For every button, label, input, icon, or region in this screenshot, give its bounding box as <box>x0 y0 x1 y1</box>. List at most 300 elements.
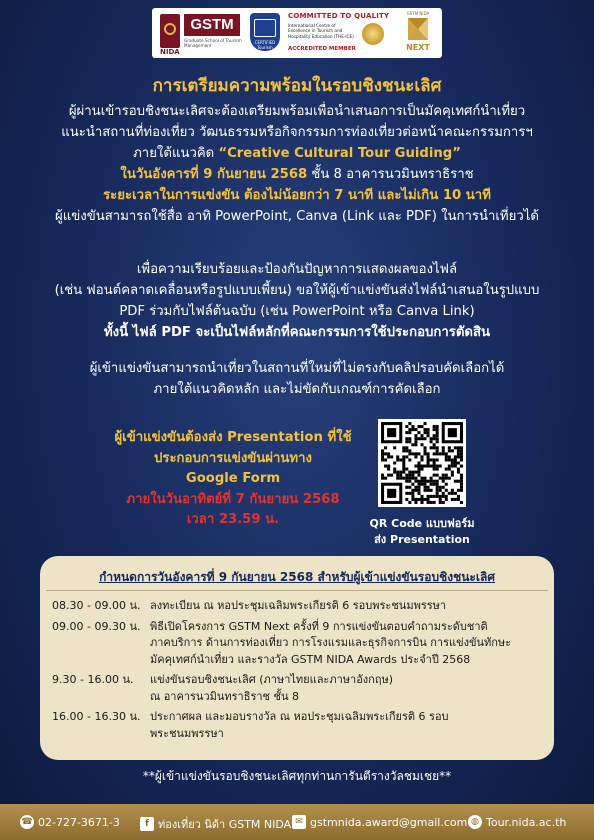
qr-module <box>436 474 439 477</box>
qr-module <box>436 452 439 455</box>
qr-module <box>445 468 448 471</box>
qr-module <box>433 452 436 455</box>
qr-module <box>433 458 436 461</box>
qr-module <box>411 474 414 477</box>
qr-module <box>420 437 423 440</box>
qr-module <box>448 428 457 437</box>
qr-caption-line-2: ส่ง Presentation <box>374 533 470 546</box>
qr-module <box>405 446 408 449</box>
qr-module <box>427 480 430 483</box>
intro-line-2: แนะนำสถานที่ท่องเที่ยว วัฒนธรรมหรือกิจกรรมการท่องเที่ยวต่อหน้าคณะกรรมการฯ <box>61 125 533 140</box>
qr-module <box>408 431 411 434</box>
qr-module <box>417 480 420 483</box>
qr-module <box>411 452 414 455</box>
qr-module <box>454 455 457 458</box>
concept-prefix: ภายใต้แนวคิด <box>133 146 215 161</box>
qr-module <box>457 471 460 474</box>
qr-module <box>405 425 408 428</box>
qr-module <box>460 465 463 468</box>
qr-module <box>445 495 448 498</box>
qr-module <box>393 446 396 449</box>
qr-module <box>424 480 427 483</box>
schedule-detail-line: แข่งขันรอบชิงชนะเลิศ (ภาษาไทยและภาษาอังกฤษ) <box>150 673 394 686</box>
qr-module <box>408 501 411 504</box>
qr-module <box>399 471 402 474</box>
qr-module <box>451 498 454 501</box>
qr-module <box>417 486 420 489</box>
globe-icon: ◍ <box>468 815 482 829</box>
schedule-row <box>40 619 554 669</box>
qr-module <box>451 449 454 452</box>
qr-module <box>399 477 402 480</box>
qr-module <box>417 468 420 471</box>
qr-module <box>414 455 417 458</box>
qr-module <box>384 446 387 449</box>
qr-module <box>460 455 463 458</box>
qr-module <box>414 477 417 480</box>
qr-module <box>460 449 463 452</box>
qr-module <box>439 465 442 468</box>
submission-line-2: ประกอบการแข่งขันผ่านทาง <box>154 450 312 466</box>
quality-body: International Centre of Excellence in Tourism and Hospitality Education (THE-ICE) <box>288 23 354 39</box>
qr-module <box>414 428 417 431</box>
qr-module <box>439 477 442 480</box>
qr-module <box>402 455 405 458</box>
schedule-time: 08.30 - 09.00 น. <box>52 599 141 612</box>
qr-module <box>424 486 427 489</box>
qr-module <box>448 468 451 471</box>
media-allowed: ผู้แข่งขันสามารถใช้สื่อ อาทิ PowerPoint, Canva (Link และ PDF) ในการนำเที่ยวได้ <box>55 209 539 224</box>
qr-module <box>424 446 427 449</box>
file-line-3: PDF ร่วมกับไฟล์ต้นฉบับ (เช่น PowerPoint หรือ Canva Link) <box>119 304 475 319</box>
qr-module <box>442 449 445 452</box>
qr-module <box>424 483 427 486</box>
qr-module <box>433 461 436 464</box>
qr-module <box>439 501 442 504</box>
gstm-wordmark: GSTM <box>184 14 240 36</box>
qr-module <box>436 489 439 492</box>
qr-module <box>414 471 417 474</box>
qr-module <box>436 468 439 471</box>
qr-module <box>457 455 460 458</box>
qr-module <box>424 428 427 431</box>
qr-module <box>402 461 405 464</box>
schedule-detail-line: มัคคุเทศก์นำเที่ยว และรางวัล GSTM NIDA Awards ประจำปี 2568 <box>150 652 471 666</box>
qr-module <box>424 437 427 440</box>
qr-module <box>396 471 399 474</box>
file-line-2: (เช่น ฟอนต์คลาดเคลื่อนหรือรูปแบบเพี้ยน) ขอให้ผู้เข้าแข่งขันส่งไฟล์นำเสนอในรูปแบบ <box>54 283 540 298</box>
schedule-panel <box>40 556 554 760</box>
qr-module <box>457 446 460 449</box>
qr-module <box>433 501 436 504</box>
qr-module <box>436 495 439 498</box>
qr-module <box>414 443 417 446</box>
qr-module <box>420 465 423 468</box>
qr-module <box>427 434 430 437</box>
qr-module <box>408 452 411 455</box>
qr-module <box>405 455 408 458</box>
qr-module <box>420 480 423 483</box>
the-ice-logo <box>288 12 392 54</box>
qr-module <box>402 446 405 449</box>
qr-module <box>417 474 420 477</box>
location-line-2: ภายใต้แนวคิดหลัก และไม่ขัดกับเกณฑ์การคัดเลือก <box>153 382 441 397</box>
qr-module <box>427 465 430 468</box>
footer-email[interactable] <box>292 815 467 829</box>
schedule-detail-line: พระชนมพรรษา <box>150 726 224 740</box>
qr-module <box>420 434 423 437</box>
qr-module <box>420 458 423 461</box>
qr-module <box>408 437 411 440</box>
qr-module <box>417 461 420 464</box>
qr-module <box>448 458 451 461</box>
qr-module <box>442 492 445 495</box>
qr-module <box>460 474 463 477</box>
qr-module <box>408 449 411 452</box>
qr-module <box>411 443 414 446</box>
final-round-intro <box>20 101 574 227</box>
schedule-detail-line: ลงทะเบียน ณ หอประชุมเฉลิมพระเกียรติ 6 รอบพระชนมพรรษา <box>150 599 447 612</box>
contact-footer <box>0 804 594 840</box>
qr-module <box>448 492 451 495</box>
qr-module <box>451 458 454 461</box>
qr-module <box>433 434 436 437</box>
qr-module <box>411 483 414 486</box>
qr-module <box>381 474 384 477</box>
qr-module <box>436 431 439 434</box>
qr-module <box>381 458 384 461</box>
qr-module <box>411 477 414 480</box>
qr-module <box>424 431 427 434</box>
schedule-detail <box>150 598 544 615</box>
phone-icon: ☎ <box>21 817 33 827</box>
mail-icon: ✉ <box>292 815 306 829</box>
gstm-next-logo <box>398 11 438 55</box>
qr-module <box>387 489 396 498</box>
qr-module <box>420 443 423 446</box>
qr-module <box>417 437 420 440</box>
qr-module <box>436 440 439 443</box>
qr-module <box>417 483 420 486</box>
qr-module <box>427 428 430 431</box>
qr-module <box>411 495 414 498</box>
next-mark-icon <box>408 18 428 40</box>
qr-module <box>445 455 448 458</box>
qr-module <box>405 440 408 443</box>
qr-module <box>420 483 423 486</box>
qr-module <box>457 498 460 501</box>
qr-module <box>436 483 439 486</box>
qr-module <box>427 431 430 434</box>
qr-module <box>414 465 417 468</box>
qr-module <box>427 501 430 504</box>
qr-module <box>393 461 396 464</box>
qr-module <box>414 437 417 440</box>
qr-module <box>424 477 427 480</box>
qr-module <box>445 483 448 486</box>
qr-module <box>405 477 408 480</box>
qr-module <box>433 425 436 428</box>
qr-module <box>420 477 423 480</box>
qr-module <box>414 498 417 501</box>
submission-deadline-date: ภายในวันอาทิตย์ที่ 7 กันยายน 2568 <box>126 491 340 507</box>
qr-module <box>402 458 405 461</box>
quality-heading: COMMITTED TO QUALITY <box>288 12 390 20</box>
qr-module <box>387 455 390 458</box>
qr-module <box>436 437 439 440</box>
qr-module <box>417 452 420 455</box>
qr-module <box>454 498 457 501</box>
qr-module <box>408 471 411 474</box>
qr-module <box>454 492 457 495</box>
qr-module <box>448 477 451 480</box>
qr-module <box>454 461 457 464</box>
footer-phone-text: 02-727-3671-3 <box>38 815 120 829</box>
qr-module <box>417 492 420 495</box>
schedule-detail-line: พิธีเปิดโครงการ GSTM Next ครั้งที่ 9 การแข่งขันตอบคำถามระดับชาติ <box>150 619 488 633</box>
qr-module <box>399 474 402 477</box>
qr-module <box>433 428 436 431</box>
qr-module <box>430 483 433 486</box>
qr-module <box>430 437 433 440</box>
qr-module <box>387 452 390 455</box>
qr-module <box>460 489 463 492</box>
qr-module <box>381 452 384 455</box>
qr-module <box>420 455 423 458</box>
qr-module <box>439 498 442 501</box>
schedule-row <box>40 709 554 742</box>
qr-module <box>448 446 451 449</box>
partner-logo-bar <box>152 8 442 58</box>
qr-module <box>381 449 384 452</box>
qr-module <box>384 465 387 468</box>
google-form-label: Google Form <box>185 471 281 486</box>
qr-module <box>417 471 420 474</box>
qr-module <box>457 449 460 452</box>
qr-module <box>387 428 396 437</box>
qr-module <box>396 474 399 477</box>
qr-module <box>445 477 448 480</box>
schedule-row <box>40 672 554 705</box>
time-limit: ระยะเวลาในการแข่งขัน ต้องไม่น้อยกว่า 7 นาที และไม่เกิน 10 นาที <box>103 188 491 203</box>
qr-module <box>381 477 384 480</box>
qr-module <box>414 501 417 504</box>
qr-module <box>390 474 393 477</box>
schedule-detail <box>150 672 544 705</box>
qr-caption <box>340 516 504 548</box>
qr-module <box>393 468 396 471</box>
qr-module <box>436 434 439 437</box>
qr-module <box>405 474 408 477</box>
qr-module <box>436 492 439 495</box>
qr-module <box>405 480 408 483</box>
qr-module <box>433 474 436 477</box>
qr-module <box>420 468 423 471</box>
qr-module <box>424 498 427 501</box>
qr-module <box>442 486 445 489</box>
honorable-mention-note: **ผู้เข้าแข่งขันรอบชิงชนะเลิศทุกท่านการันตีรางวัลชมเชย** <box>142 769 452 783</box>
qr-module <box>414 434 417 437</box>
footer-facebook[interactable] <box>140 815 291 833</box>
qr-module <box>460 501 463 504</box>
qr-module <box>442 474 445 477</box>
qr-module <box>408 477 411 480</box>
qr-module <box>402 465 405 468</box>
qr-module <box>445 452 448 455</box>
qr-module <box>408 440 411 443</box>
qr-module <box>457 452 460 455</box>
quality-footer: ACCREDITED MEMBER <box>288 46 356 52</box>
qr-module <box>390 455 393 458</box>
qr-module <box>436 428 439 431</box>
qr-module <box>460 480 463 483</box>
schedule-list <box>40 598 554 746</box>
qr-module <box>387 468 390 471</box>
qr-module <box>439 452 442 455</box>
qr-module <box>448 455 451 458</box>
file-format-notice <box>20 259 574 343</box>
qr-module <box>405 431 408 434</box>
qr-module <box>384 452 387 455</box>
certified-badge-logo <box>250 13 280 55</box>
concept-title: “Creative Cultural Tour Guiding” <box>218 146 461 161</box>
qr-module <box>445 489 448 492</box>
qr-module <box>420 425 423 428</box>
qr-module <box>433 480 436 483</box>
qr-module <box>457 480 460 483</box>
qr-module <box>402 471 405 474</box>
footer-web-text: Tour.nida.ac.th <box>486 815 567 829</box>
schedule-detail-line: ณ อาคารนวมินทราธิราช ชั้น 8 <box>150 689 299 703</box>
gstm-tagline: Graduate School of Tourism Management <box>184 38 242 48</box>
qr-module <box>417 465 420 468</box>
qr-module <box>442 501 445 504</box>
qr-module <box>436 465 439 468</box>
qr-module <box>405 498 408 501</box>
qr-module <box>442 452 445 455</box>
qr-module <box>430 480 433 483</box>
qr-module <box>457 495 460 498</box>
qr-module <box>411 492 414 495</box>
qr-module <box>430 501 433 504</box>
qr-module <box>436 446 439 449</box>
qr-module <box>430 458 433 461</box>
qr-module <box>445 498 448 501</box>
qr-module <box>436 480 439 483</box>
qr-module <box>411 428 414 431</box>
next-wordmark: NEXT <box>406 43 430 52</box>
submission-instructions <box>98 428 368 531</box>
qr-module <box>408 458 411 461</box>
footer-email-text: gstmnida.award@gmail.com <box>310 815 468 829</box>
qr-module <box>408 422 411 425</box>
qr-module <box>408 486 411 489</box>
next-small-label: GSTM NIDA <box>406 11 430 16</box>
qr-module <box>460 483 463 486</box>
qr-module <box>405 486 408 489</box>
qr-module <box>420 495 423 498</box>
footer-web[interactable] <box>468 815 566 829</box>
qr-module <box>439 495 442 498</box>
qr-code-graphic <box>378 419 466 507</box>
qr-module <box>396 477 399 480</box>
qr-module <box>451 492 454 495</box>
qr-module <box>427 458 430 461</box>
qr-module <box>454 465 457 468</box>
qr-module <box>430 477 433 480</box>
qr-module <box>436 458 439 461</box>
qr-module <box>384 477 387 480</box>
qr-module <box>405 437 408 440</box>
qr-module <box>445 458 448 461</box>
location-line-1: ผู้เข้าแข่งขันสามารถนำเที่ยวในสถานที่ใหม่ที่ไม่ตรงกับคลิปรอบคัดเลือกได้ <box>89 361 505 376</box>
qr-module <box>381 455 384 458</box>
qr-module <box>402 449 405 452</box>
qr-module <box>457 489 460 492</box>
qr-code[interactable] <box>378 419 466 507</box>
qr-module <box>457 461 460 464</box>
qr-module <box>424 452 427 455</box>
qr-module <box>433 446 436 449</box>
qr-module <box>460 486 463 489</box>
qr-module <box>430 465 433 468</box>
qr-module <box>411 498 414 501</box>
qr-module <box>448 465 451 468</box>
qr-module <box>414 489 417 492</box>
medal-icon <box>362 23 384 45</box>
qr-module <box>424 449 427 452</box>
schedule-time: 16.00 - 16.30 น. <box>52 710 141 723</box>
qr-module <box>414 486 417 489</box>
qr-module <box>396 455 399 458</box>
schedule-detail-line: ประกาศผล และมอบรางวัล ณ หอประชุมเฉลิมพระเกียรติ 6 รอบ <box>150 710 449 723</box>
qr-module <box>427 486 430 489</box>
qr-module <box>430 440 433 443</box>
qr-module <box>436 449 439 452</box>
qr-module <box>460 446 463 449</box>
qr-module <box>393 471 396 474</box>
final-date: ในวันอังคารที่ 9 กันยายน 2568 <box>120 167 308 182</box>
gstm-logo <box>158 12 242 54</box>
qr-module <box>460 452 463 455</box>
schedule-detail-line: ภาคบริการ ด้านการท่องเที่ยว การโรงแรมและธุรกิจการบิน การแข่งขันทักษะ <box>150 636 512 649</box>
qr-module <box>417 489 420 492</box>
qr-module <box>411 471 414 474</box>
qr-module <box>451 474 454 477</box>
intro-line-4 <box>20 164 574 185</box>
page-title: การเตรียมความพร้อมในรอบชิงชนะเลิศ <box>152 76 442 96</box>
location-notice <box>20 358 574 400</box>
qr-module <box>454 480 457 483</box>
schedule-time: 09.00 - 09.30 น. <box>52 619 141 633</box>
final-venue: ชั้น 8 อาคารนวมินทราธิราช <box>311 167 474 182</box>
qr-module <box>408 428 411 431</box>
qr-module <box>396 458 399 461</box>
qr-module <box>442 477 445 480</box>
qr-module <box>451 471 454 474</box>
qr-module <box>427 455 430 458</box>
certificate-icon <box>254 19 276 37</box>
footer-phone[interactable] <box>20 815 120 829</box>
qr-module <box>402 468 405 471</box>
qr-module <box>408 492 411 495</box>
file-line-1: เพื่อความเรียบร้อยและป้องกันปัญหาการแสดงผลของไฟล์ <box>136 262 458 277</box>
qr-module <box>414 480 417 483</box>
submission-line-1: ผู้เข้าแข่งขันต้องส่ง Presentation ที่ใช้ <box>114 430 352 445</box>
schedule-detail <box>150 709 544 742</box>
qr-module <box>414 452 417 455</box>
nida-seal-icon <box>160 14 180 48</box>
